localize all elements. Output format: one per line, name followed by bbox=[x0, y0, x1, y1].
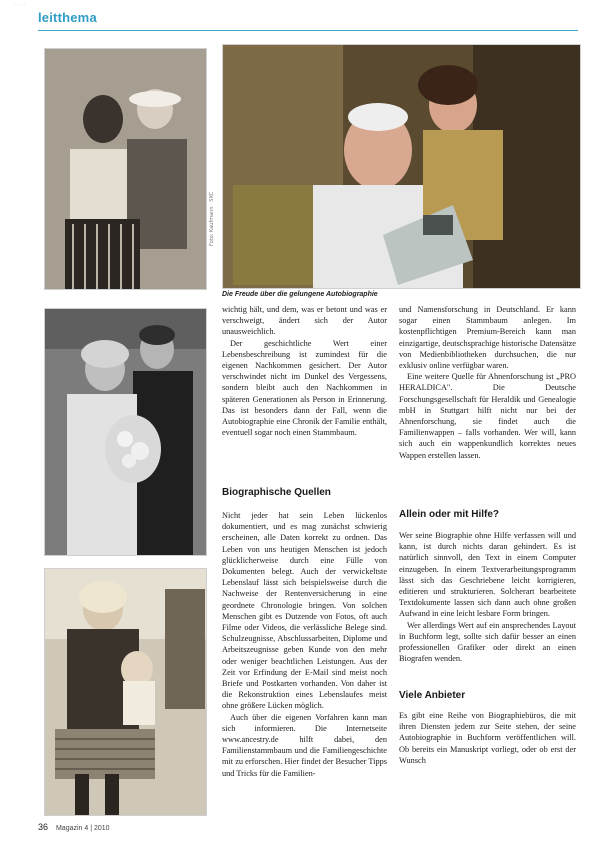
subheading-allein-oder-mit-hilfe: Allein oder mit Hilfe? bbox=[399, 509, 500, 520]
article-column-2-top bbox=[399, 304, 576, 461]
photo-woman-with-baby bbox=[44, 568, 207, 816]
article-column-2-bottom bbox=[399, 710, 576, 766]
magazine-issue: Magazin 4 | 2010 bbox=[55, 825, 110, 832]
paragraph: und Namensforschung in Deutschland. Er kann sogar einen Stammbaum anlegen. Im kostenpflichtigen Premium-Bereich kann man einzigartige, deutschsprachige historische Datensätze von Medienbibliotheken durchsuchen, die nur exklusiv online verfügbar waren. bbox=[399, 305, 576, 371]
article-column-1-bottom bbox=[222, 510, 387, 779]
photo-man-reading-autobiography bbox=[222, 44, 581, 289]
photo-young-couple-vintage bbox=[44, 48, 207, 290]
paragraph: wichtig hält, und dem, was er betont und was er verschweigt, ändert sich der Autor unausweichlich. bbox=[222, 305, 387, 337]
paragraph: Auch über die eigenen Vorfahren kann man sich informieren. Die Internetseite www.ancestry.de hilft dabei, den Familienstammbaum und die Familiengeschichte mit zu erforschen. Hier findet der Besucher Tipps und Tricks für die Familien- bbox=[222, 712, 387, 778]
subheading-biographische-quellen: Biographische Quellen bbox=[222, 487, 331, 498]
section-title: leitthema bbox=[38, 10, 97, 25]
paragraph: Nicht jeder hat sein Leben lückenlos dokumentiert, und es mag zunächst schwierig erscheinen, alle Daten korrekt zu ordnen. Das Leben von uns heutigen Menschen ist jedoch glücklicherweise durch eine Fülle von Dokumenten belegt. Auch der verwickeltste Lebenslauf lässt sich beispielsweise durch die Nachweise der Rentenversicherung in eine geordnete Chronologie bringen. Von solchen Menschen gibt es Dutzende von Fotos, oft auch Filme oder Videos, die verlässliche Belege sind. Schulzeugnisse, Abschlussarbeiten, Diplome und Arbeitszeugnisse geben Kunde von den mehr oder weniger beachtlichen Leistungen. Aus der Zeit vor Erfindung der E-Mail sind meist noch Briefe und Postkarten vorhanden. Von daher ist die Rekonstruktion eines Lebenslaufes meist ohne größere Lücken möglich. bbox=[222, 511, 387, 711]
article-column-1-top bbox=[222, 304, 387, 438]
paragraph: Es gibt eine Reihe von Biographiebüros, die mit ihren Diensten jedem zur Seite stehen, der seine Autobiographie in Buchform veröffentlichen will. Ob bereits ein Manuskript vorliegt, oder ob erst der Wunsch bbox=[399, 711, 576, 765]
paragraph: Wer seine Biographie ohne Hilfe verfassen will und kann, ist durch nichts daran gehindert. Es ist natürlich sinnvoll, den Text in einem Computer einzugeben. In einem Textverarbeitungsprogramm lässt sich das Geschriebene leicht korrigieren, editieren und strukturieren. Solcherart bearbeitete Textdokumente lassen sich dann auch ohne großen Aufwand in eine leicht lesbare Form bringen. bbox=[399, 531, 576, 619]
page-number: 36 bbox=[38, 822, 49, 832]
paragraph: Wer allerdings Wert auf ein ansprechendes Layout in Buchform legt, sollte sich dafür besser an einen professionellen Grafiker oder direkt an einen Biografen wenden. bbox=[399, 620, 576, 664]
header-divider bbox=[38, 30, 578, 31]
page-footer bbox=[38, 822, 110, 832]
subheading-viele-anbieter: Viele Anbieter bbox=[399, 690, 466, 701]
paragraph: Eine weitere Quelle für Ahnenforschung ist „PRO HERALDICA". Die Deutsche Forschungsgesellschaft für Heraldik und Genealogie mbH in Stuttgart hilft nicht nur bei der Ahnenforschung, sie findet auch die Familienwappen – falls vorhanden. Wer will, kann sich auch ein wappenkundlich korrektes neues Wappen erstellen lassen. bbox=[399, 372, 576, 460]
top-margin-marks: · · · · bbox=[14, 2, 26, 8]
article-column-2-middle bbox=[399, 530, 576, 664]
paragraph: Der geschichtliche Wert einer Lebensbeschreibung ist zumindest für die eigenen Nachkommen gesichert. Der Autor verschwindet nicht im Dunkel des Vergessens, sondern bleibt auch den Nachkommen in späteren Generationen als Person in Erinnerung. Das ist besonders dann der Fall, wenn die Autobiographie eine Chronik der Familie enthält, eventuell sogar noch einen Stammbaum. bbox=[222, 338, 387, 438]
photo-caption: Die Freude über die gelungene Autobiographie bbox=[222, 291, 378, 298]
photo-wedding-couple bbox=[44, 308, 207, 556]
photo-credit: Foto: Kaufmann · SXC bbox=[209, 191, 215, 246]
